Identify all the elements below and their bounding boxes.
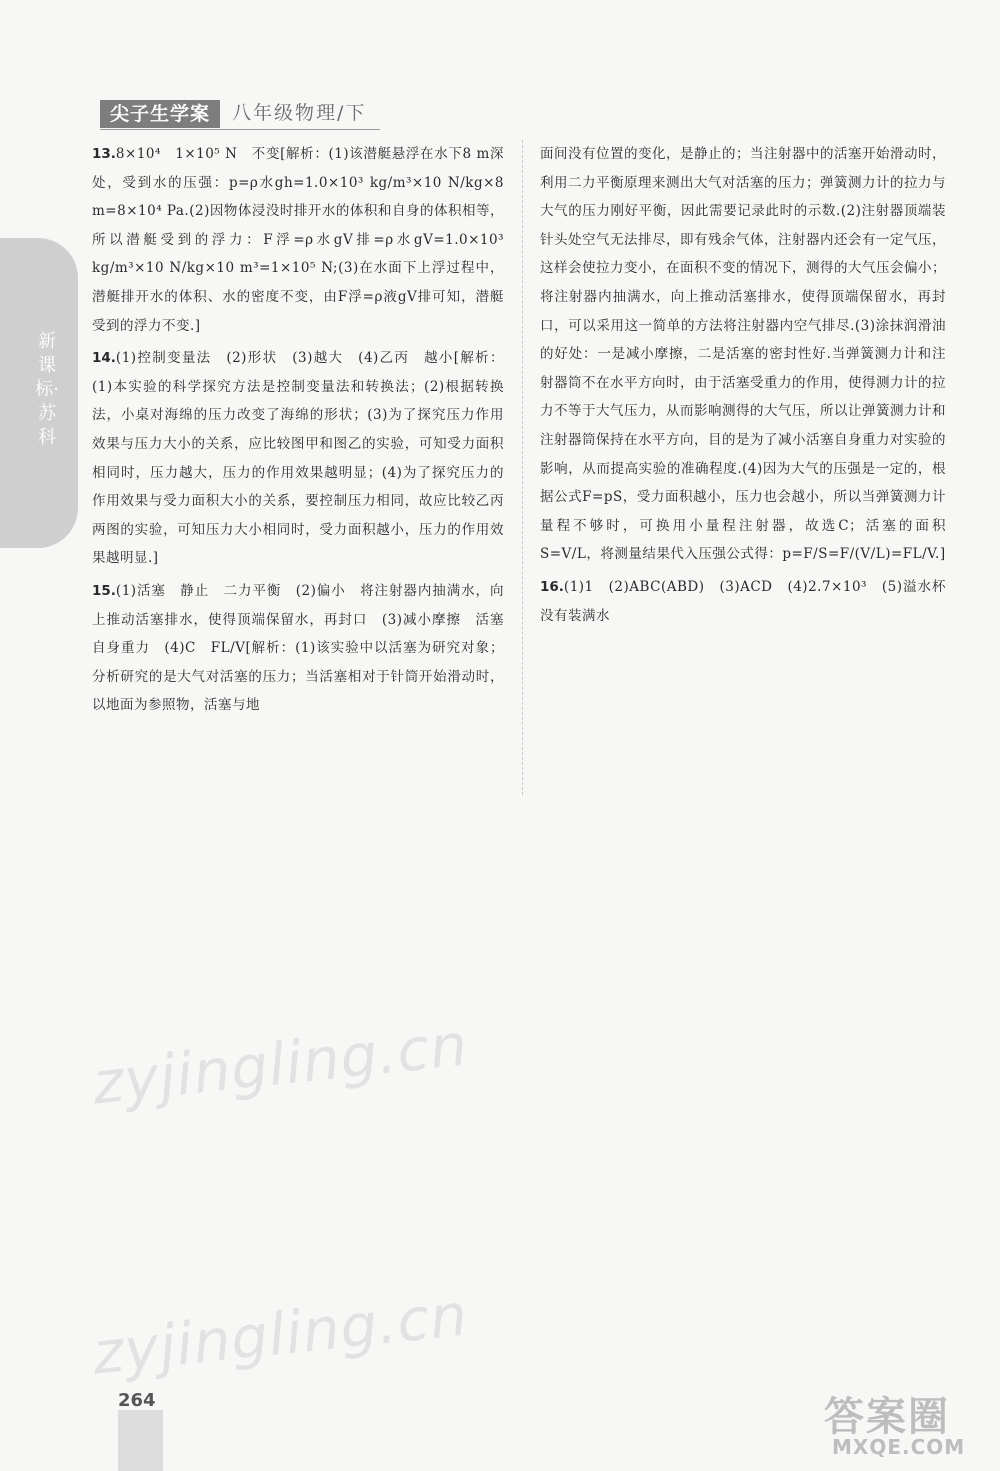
site-stamp-logo	[820, 1385, 990, 1465]
stamp-url: MXQE.COM	[832, 1435, 966, 1459]
right-column	[540, 140, 946, 634]
brand-label: 尖子生学案	[100, 100, 220, 128]
question-number: 14.	[92, 350, 116, 367]
question-15-continued	[540, 140, 946, 569]
question-answer: (1)1 (2)ABC(ABD) (3)ACD (4)2.7×10³ (5)溢水杯没有装满水	[540, 578, 946, 624]
watermark: zyjingling.cn	[89, 1280, 471, 1388]
question-number: 16.	[540, 578, 564, 595]
watermark: zyjingling.cn	[89, 1010, 471, 1118]
question-number: 15.	[92, 582, 116, 599]
left-column	[92, 140, 504, 724]
footer-bar	[118, 1410, 163, 1471]
column-divider	[522, 140, 523, 795]
header-rule	[100, 129, 380, 130]
side-tab-text: 新课标·苏科	[35, 331, 59, 448]
subject-label: 八年级物理/下	[232, 102, 367, 124]
stamp-text: 答案圈	[824, 1394, 950, 1440]
question-answer: 面间没有位置的变化，是静止的；当注射器中的活塞开始滑动时，利用二力平衡原理来测出大气对活塞的压力；弹簧测力计的拉力与大气的压力刚好平衡，因此需要记录此时的示数.(2)注射器顶端装针头处空气无法排尽，即有残余气体，注射器内还会有一定气压，这样会使拉力变小，在面积不变的情况下，测得的大气压会偏小；将注射器内抽满水，向上推动活塞排水，使得顶端保留水，再封口，可以采用这一简单的方法将注射器内空气排尽.(3)涂抹润滑油的好处：一是减小摩擦，二是活塞的密封性好.当弹簧测力计和注射器筒不在水平方向时，由于活塞受重力的作用，使得测力计的拉力不等于大气压力，从而影响测得的大气压，所以让弹簧测力计和注射器筒保持在水平方向，目的是为了减小活塞自身重力对实验的影响，从而提高实验的准确程度.(4)因为大气的压强是一定的，根据公式F=pS，受力面积越小，压力也会越小，所以当弹簧测力计量程不够时，可换用小量程注射器，故选C；活塞的面积S=V/L，将测量结果代入压强公式得：p=F/S=F/(V/L)=FL/V.]	[540, 146, 946, 563]
question-14	[92, 344, 504, 573]
question-number: 13.	[92, 146, 116, 162]
page-number: 264	[118, 1390, 156, 1411]
question-16	[540, 573, 946, 630]
question-answer: 8×10⁴ 1×10⁵ N 不变[解析：(1)该潜艇悬浮在水下8 m深处，受到水的压强：p=ρ水gh=1.0×10³ kg/m³×10 N/kg×8 m=8×10⁴ Pa.(2)因物体浸没时排开水的体积和自身的体积相等，所以潜艇受到的浮力：F浮=ρ水gV排=ρ水gV=1.0×10³ kg/m³×10 N/kg×10 m³=1×10⁵ N;(3)在水面下上浮过程中，潜艇排开水的体积、水的密度不变，由F浮=ρ液gV排可知，潜艇受到的浮力不变.]	[92, 146, 504, 334]
question-13	[92, 140, 504, 340]
question-answer: (1)控制变量法 (2)形状 (3)越大 (4)乙丙 越小[解析：(1)本实验的科学探究方法是控制变量法和转换法；(2)根据转换法，小桌对海绵的压力改变了海绵的形状；(3)为了探究压力作用效果与压力大小的关系，应比较图甲和图乙的实验，可知受力面积相同时，压力越大，压力的作用效果越明显；(4)为了探究压力的作用效果与受力面积大小的关系，要控制压力相同，故应比较乙丙两图的实验，可知压力大小相同时，受力面积越小，压力的作用效果越明显.]	[92, 350, 504, 567]
question-answer: (1)活塞 静止 二力平衡 (2)偏小 将注射器内抽满水，向上推动活塞排水，使得顶端保留水，再封口 (3)减小摩擦 活塞自身重力 (4)C FL/V[解析：(1)该实验中以活塞为研究对象；分析研究的是大气对活塞的压力；当活塞相对于针筒开始滑动时，以地面为参照物，活塞与地	[92, 582, 504, 714]
question-15	[92, 577, 504, 720]
